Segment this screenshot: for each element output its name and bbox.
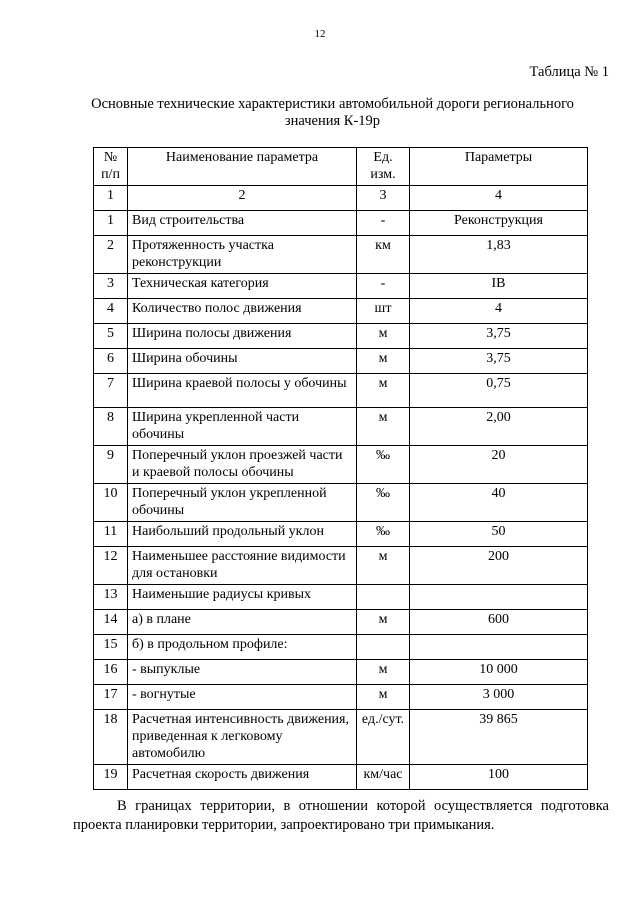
- param-unit: [357, 585, 410, 610]
- spec-table: [93, 147, 588, 790]
- param-name: Протяженность участка реконструкции: [128, 236, 357, 274]
- index-cell: 2: [128, 186, 357, 211]
- param-name: - вогнутые: [128, 685, 357, 710]
- index-cell: 4: [410, 186, 588, 211]
- param-unit: ‰: [357, 446, 410, 484]
- param-value: 3,75: [410, 324, 588, 349]
- table-row: [94, 710, 588, 765]
- param-value: 600: [410, 610, 588, 635]
- param-unit: м: [357, 324, 410, 349]
- param-value: 2,00: [410, 408, 588, 446]
- table-row: [94, 446, 588, 484]
- row-number: 4: [94, 299, 128, 324]
- param-value: 39 865: [410, 710, 588, 765]
- table-row: [94, 408, 588, 446]
- param-value: 1,83: [410, 236, 588, 274]
- row-number: 17: [94, 685, 128, 710]
- param-name: - выпуклые: [128, 660, 357, 685]
- index-cell: 3: [357, 186, 410, 211]
- param-unit: м: [357, 349, 410, 374]
- row-number: 13: [94, 585, 128, 610]
- header-name: Наименование параметра: [128, 148, 357, 186]
- row-number: 1: [94, 211, 128, 236]
- param-unit: [357, 635, 410, 660]
- param-value: 4: [410, 299, 588, 324]
- table-row: [94, 547, 588, 585]
- row-number: 15: [94, 635, 128, 660]
- param-name: Ширина краевой полосы у обочины: [128, 374, 357, 408]
- param-unit: -: [357, 274, 410, 299]
- param-name: Количество полос движения: [128, 299, 357, 324]
- param-value: 10 000: [410, 660, 588, 685]
- param-unit: км/час: [357, 765, 410, 790]
- row-number: 11: [94, 522, 128, 547]
- param-value: 100: [410, 765, 588, 790]
- table-index-row: [94, 186, 588, 211]
- param-name: Наименьшее расстояние видимости для остановки: [128, 547, 357, 585]
- header-value: Параметры: [410, 148, 588, 186]
- param-value: [410, 635, 588, 660]
- table-row: [94, 374, 588, 408]
- param-unit: -: [357, 211, 410, 236]
- param-name: Поперечный уклон укрепленной обочины: [128, 484, 357, 522]
- param-unit: км: [357, 236, 410, 274]
- param-name: Вид строительства: [128, 211, 357, 236]
- table-header-row: [94, 148, 588, 186]
- footer-text: В границах территории, в отношении которой осуществляется подготовка проекта планировки территории, запроектировано три примыкания.: [73, 798, 609, 833]
- param-unit: м: [357, 685, 410, 710]
- row-number: 14: [94, 610, 128, 635]
- param-name: Наибольший продольный уклон: [128, 522, 357, 547]
- param-value: 0,75: [410, 374, 588, 408]
- param-name: а) в плане: [128, 610, 357, 635]
- row-number: 5: [94, 324, 128, 349]
- table-row: [94, 685, 588, 710]
- param-value: 3 000: [410, 685, 588, 710]
- param-unit: шт: [357, 299, 410, 324]
- param-name: Расчетная интенсивность движения, приведенная к легковому автомобилю: [128, 710, 357, 765]
- row-number: 6: [94, 349, 128, 374]
- row-number: 10: [94, 484, 128, 522]
- param-value: Реконструкция: [410, 211, 588, 236]
- param-value: 40: [410, 484, 588, 522]
- param-unit: ед./сут.: [357, 710, 410, 765]
- table-row: [94, 324, 588, 349]
- param-name: Ширина полосы движения: [128, 324, 357, 349]
- row-number: 18: [94, 710, 128, 765]
- param-name: Расчетная скорость движения: [128, 765, 357, 790]
- table-row: [94, 236, 588, 274]
- param-unit: ‰: [357, 484, 410, 522]
- table-row: [94, 274, 588, 299]
- param-value: IВ: [410, 274, 588, 299]
- table-row: [94, 660, 588, 685]
- table-row: [94, 349, 588, 374]
- row-number: 3: [94, 274, 128, 299]
- param-name: Техническая категория: [128, 274, 357, 299]
- table-row: [94, 484, 588, 522]
- table-label: Таблица № 1: [529, 64, 609, 80]
- row-number: 9: [94, 446, 128, 484]
- param-value: 3,75: [410, 349, 588, 374]
- table-row: [94, 635, 588, 660]
- param-unit: м: [357, 408, 410, 446]
- param-unit: ‰: [357, 522, 410, 547]
- table-title: Основные технические характеристики автомобильной дороги регионального значения К-19р: [91, 96, 574, 129]
- footer-paragraph: [73, 797, 609, 835]
- table-row: [94, 610, 588, 635]
- param-name: Ширина укрепленной части обочины: [128, 408, 357, 446]
- param-value: [410, 585, 588, 610]
- param-unit: м: [357, 374, 410, 408]
- table-row: [94, 522, 588, 547]
- row-number: 19: [94, 765, 128, 790]
- page-number: 12: [314, 28, 326, 40]
- param-unit: м: [357, 610, 410, 635]
- row-number: 8: [94, 408, 128, 446]
- param-value: 50: [410, 522, 588, 547]
- table-row: [94, 299, 588, 324]
- index-cell: 1: [94, 186, 128, 211]
- param-name: Поперечный уклон проезжей части и краевой полосы обочины: [128, 446, 357, 484]
- row-number: 12: [94, 547, 128, 585]
- param-name: Наименьшие радиусы кривых: [128, 585, 357, 610]
- param-name: Ширина обочины: [128, 349, 357, 374]
- param-unit: м: [357, 660, 410, 685]
- header-unit: Ед. изм.: [357, 148, 410, 186]
- row-number: 16: [94, 660, 128, 685]
- table-row: [94, 211, 588, 236]
- param-unit: м: [357, 547, 410, 585]
- row-number: 2: [94, 236, 128, 274]
- param-value: 20: [410, 446, 588, 484]
- table-row: [94, 765, 588, 790]
- table-row: [94, 585, 588, 610]
- param-name: б) в продольном профиле:: [128, 635, 357, 660]
- row-number: 7: [94, 374, 128, 408]
- header-num: № п/п: [94, 148, 128, 186]
- param-value: 200: [410, 547, 588, 585]
